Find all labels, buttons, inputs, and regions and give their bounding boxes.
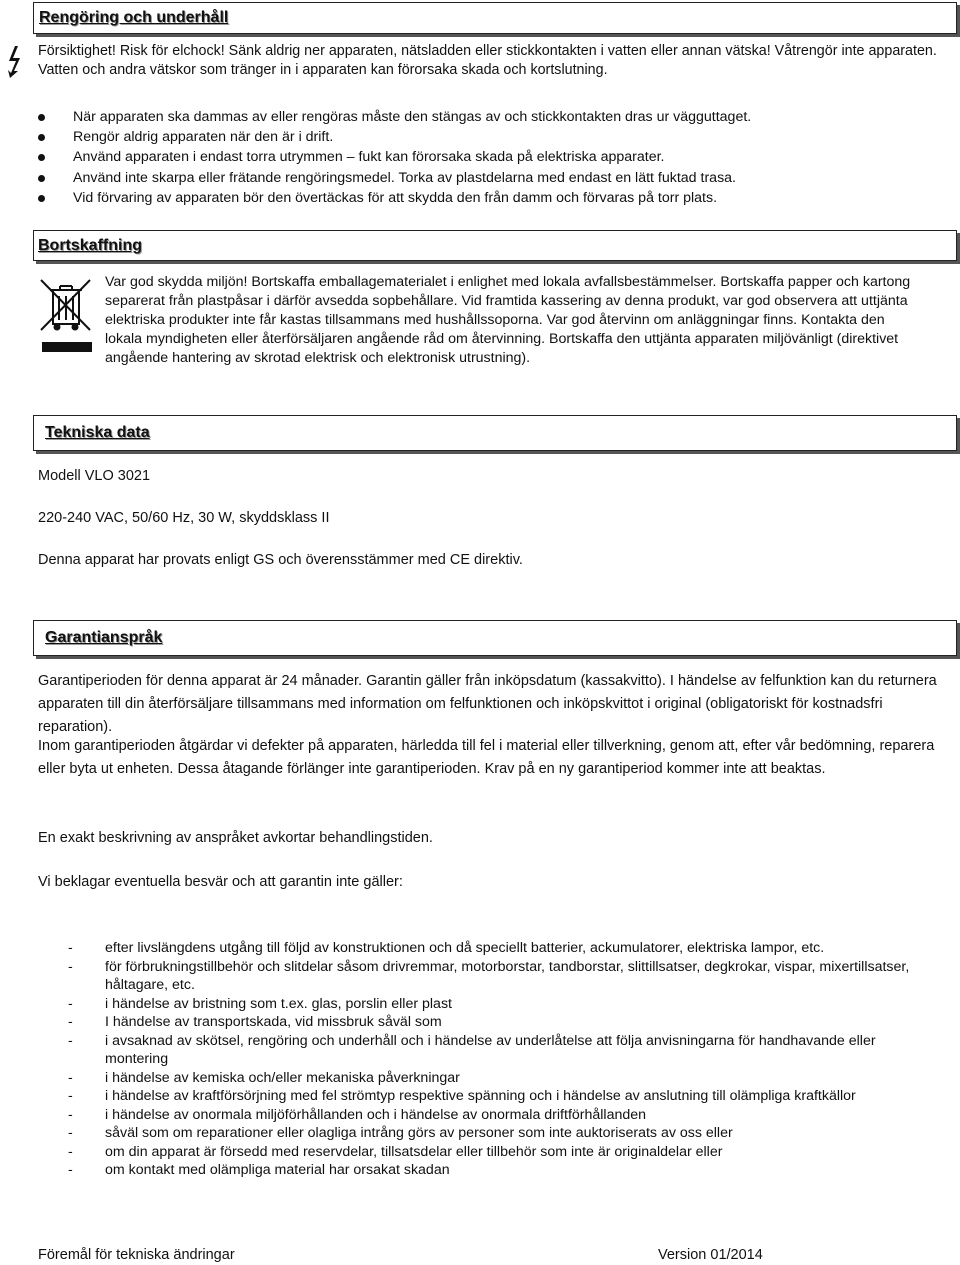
footer-version: Version 01/2014 — [658, 1247, 763, 1263]
warranty-paragraph-2: Inom garantiperioden åtgärdar vi defekter på apparaten, härledda till fel i material eller tillverkning, genom att, efter vår bedömning, reparera eller byta ut enheten. Dessa åtagande förlänger inte garantiperioden. Krav på en ny garantiperiod kommer inte att beaktas. — [38, 738, 935, 777]
tech-power: 220-240 VAC, 50/60 Hz, 30 W, skyddsklass II — [38, 510, 330, 526]
list-item: Använd inte skarpa eller frätande rengöringsmedel. Torka av plastdelarna med endast en lätt fuktad trasa. — [38, 169, 938, 189]
footer-left: Föremål för tekniska ändringar — [38, 1247, 235, 1263]
list-item: - i händelse av kemiska och/eller mekaniska påverkningar — [68, 1069, 460, 1086]
crossed-out-wheelie-bin-icon — [38, 278, 96, 354]
list-item: - i avsaknad av skötsel, rengöring och underhåll och i händelse av underlåtelse att följa anvisningarna för handhavande eller montering — [68, 1032, 876, 1067]
list-item: När apparaten ska dammas av eller rengöras måste den stängas av och stickkontakten dras ur vägguttaget. — [38, 108, 938, 128]
list-item: - för förbrukningstillbehör och slitdelar såsom drivremmar, motorborstar, tandborstar, slittillsatser, degkrokar, vispar, mixertillsatser, håltagare, etc. — [68, 958, 910, 993]
warranty-title: Garantianspråk — [45, 629, 163, 646]
tech-model: Modell VLO 3021 — [38, 468, 151, 484]
cleaning-bullet-list — [38, 108, 938, 209]
warranty-header-box — [33, 620, 957, 656]
bullet-icon — [38, 134, 45, 141]
list-item: - om kontakt med olämpliga material har orsakat skadan — [68, 1162, 450, 1178]
tech-header-box — [33, 415, 957, 451]
list-item: - i händelse av onormala miljöförhållanden och i händelse av onormala driftförhållanden — [68, 1106, 647, 1123]
disposal-text: Var god skydda miljön! Bortskaffa emballagematerialet i enlighet med lokala avfallsbestämmelser. Bortskaffa papper och kartong separerat från plastpåsar i därför avsedda sopbehållare. Vid framtida kassering av denna produkt, var god observera att uttjänta elektriska produkter inte får kastas tillsammans med hushållssoporna. Var god återvinn om anläggningar finns. Kontakta den lokala myndigheten eller återförsäljaren angående råd om återvinning. Bortskaffa den uttjänta apparaten miljövänligt (direktivet angående hantering av skrotad elektrisk och elektronisk utrustning). — [105, 274, 911, 366]
list-item: - om din apparat är försedd med reservdelar, tillsatsdelar eller tillbehör som inte är originaldelar eller — [68, 1143, 723, 1160]
lightning-warning-icon — [6, 46, 24, 78]
list-item: - såväl som om reparationer eller olagliga intrång görs av personer som inte auktoriserats av oss eller — [68, 1125, 733, 1141]
tech-cert: Denna apparat har provats enligt GS och överensstämmer med CE direktiv. — [38, 552, 523, 568]
list-item: Rengör aldrig apparaten när den är i drift. — [38, 128, 938, 148]
list-item: - I händelse av transportskada, vid missbruk såväl som — [68, 1014, 442, 1030]
bullet-icon — [38, 114, 45, 121]
cleaning-title: Rengöring och underhåll — [39, 9, 229, 26]
disposal-header-box — [33, 230, 957, 261]
warranty-paragraph-1: Garantiperioden för denna apparat är 24 månader. Garantin gäller från inköpsdatum (kassakvitto). I händelse av felfunktion kan du returnera apparaten till din återförsäljare tillsammans med information om felfunktionen och inköpskvittot i original (obligatoriskt för kostnadsfri reparation). — [38, 673, 937, 735]
cleaning-warning: Försiktighet! Risk för elchock! Sänk aldrig ner apparaten, nätsladden eller stickkontakten i vatten eller annan vätska! Våtrengör inte apparaten. Vatten och andra vätskor som tränger in i apparaten kan förorsaka skada och kortslutning. — [38, 43, 937, 78]
disposal-title: Bortskaffning — [38, 237, 142, 254]
bullet-icon — [38, 195, 45, 202]
warranty-paragraph-3: En exakt beskrivning av anspråket avkortar behandlingstiden. — [38, 830, 433, 846]
warranty-paragraph-4: Vi beklagar eventuella besvär och att garantin inte gäller: — [38, 874, 403, 890]
list-item: - i händelse av kraftförsörjning med fel strömtyp respektive spänning och i händelse av anslutning till olämpliga kraftkällor — [68, 1088, 856, 1104]
list-item: - i händelse av bristning som t.ex. glas, porslin eller plast — [68, 995, 452, 1012]
list-item: Använd apparaten i endast torra utrymmen – fukt kan förorsaka skada på elektriska apparater. — [38, 148, 938, 168]
list-item: Vid förvaring av apparaten bör den övertäckas för att skydda den från damm och förvaras på torr plats. — [38, 189, 938, 209]
list-item: - efter livslängdens utgång till följd av konstruktionen och då speciellt batterier, ackumulatorer, elektriska lampor, etc. — [68, 940, 825, 956]
bullet-icon — [38, 175, 45, 182]
warranty-exclusion-list — [38, 939, 938, 1180]
bullet-icon — [38, 154, 45, 161]
tech-title: Tekniska data — [45, 424, 150, 441]
